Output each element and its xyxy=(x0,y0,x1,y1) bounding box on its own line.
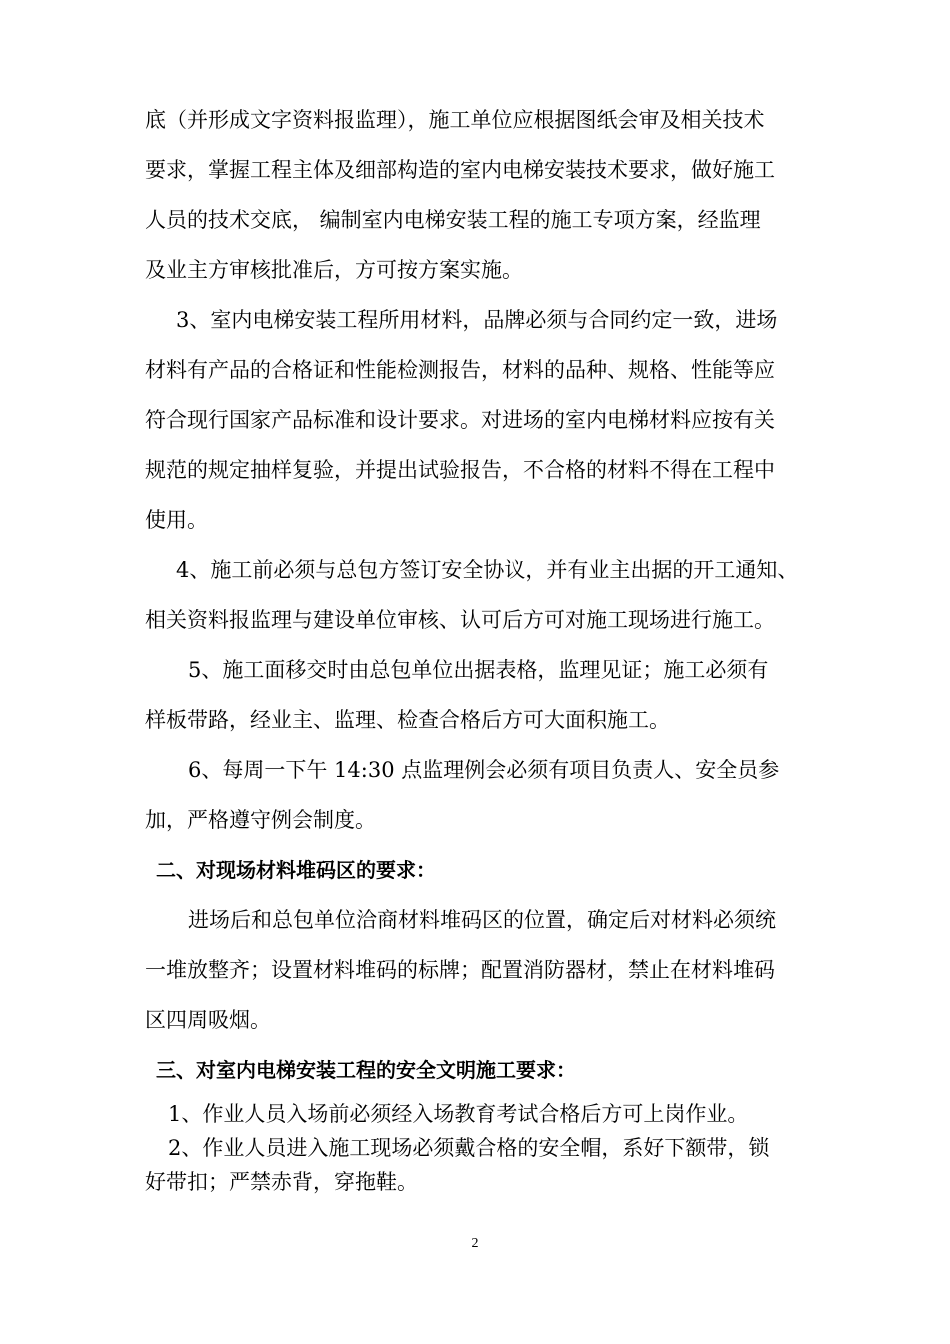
paragraph-line: 6、每周一下午 14:30 点监理例会必须有项目负责人、安全员参 xyxy=(188,758,780,782)
paragraph-line: 进场后和总包单位洽商材料堆码区的位置，确定后对材料必须统 xyxy=(188,908,776,932)
paragraph-line: 使用。 xyxy=(145,508,208,532)
paragraph-line: 要求，掌握工程主体及细部构造的室内电梯安装技术要求，做好施工 xyxy=(145,158,775,182)
paragraph-line: 5、施工面移交时由总包单位出据表格，监理见证；施工必须有 xyxy=(188,658,769,682)
section-heading: 三、对室内电梯安装工程的安全文明施工要求： xyxy=(156,1058,576,1082)
paragraph-line: 材料有产品的合格证和性能检测报告，材料的品种、规格、性能等应 xyxy=(145,358,775,382)
paragraph-line: 1、作业人员入场前必须经入场教育考试合格后方可上岗作业。 xyxy=(168,1102,749,1126)
page-number: 2 xyxy=(471,1236,479,1251)
paragraph-line: 一堆放整齐；设置材料堆码的标牌；配置消防器材，禁止在材料堆码 xyxy=(145,958,775,982)
paragraph-line: 区四周吸烟。 xyxy=(145,1008,271,1032)
paragraph-line: 规范的规定抽样复验，并提出试验报告，不合格的材料不得在工程中 xyxy=(145,458,775,482)
paragraph-line: 4、施工前必须与总包方签订安全协议，并有业主出据的开工通知、 xyxy=(176,558,799,582)
paragraph-line: 样板带路，经业主、监理、检查合格后方可大面积施工。 xyxy=(145,708,670,732)
paragraph-line: 2、作业人员进入施工现场必须戴合格的安全帽，系好下额带，锁 xyxy=(168,1136,770,1160)
paragraph-line: 符合现行国家产品标准和设计要求。对进场的室内电梯材料应按有关 xyxy=(145,408,775,432)
paragraph-line: 好带扣；严禁赤背，穿拖鞋。 xyxy=(145,1170,418,1194)
paragraph-line: 人员的技术交底， 编制室内电梯安装工程的施工专项方案，经监理 xyxy=(145,208,761,232)
paragraph-line: 加，严格遵守例会制度。 xyxy=(145,808,376,832)
paragraph-line: 3、室内电梯安装工程所用材料，品牌必须与合同约定一致，进场 xyxy=(176,308,778,332)
paragraph-line: 及业主方审核批准后，方可按方案实施。 xyxy=(145,258,523,282)
paragraph-line: 底（并形成文字资料报监理），施工单位应根据图纸会审及相关技术 xyxy=(145,108,765,132)
paragraph-line: 相关资料报监理与建设单位审核、认可后方可对施工现场进行施工。 xyxy=(145,608,775,632)
section-heading: 二、对现场材料堆码区的要求： xyxy=(156,858,436,882)
